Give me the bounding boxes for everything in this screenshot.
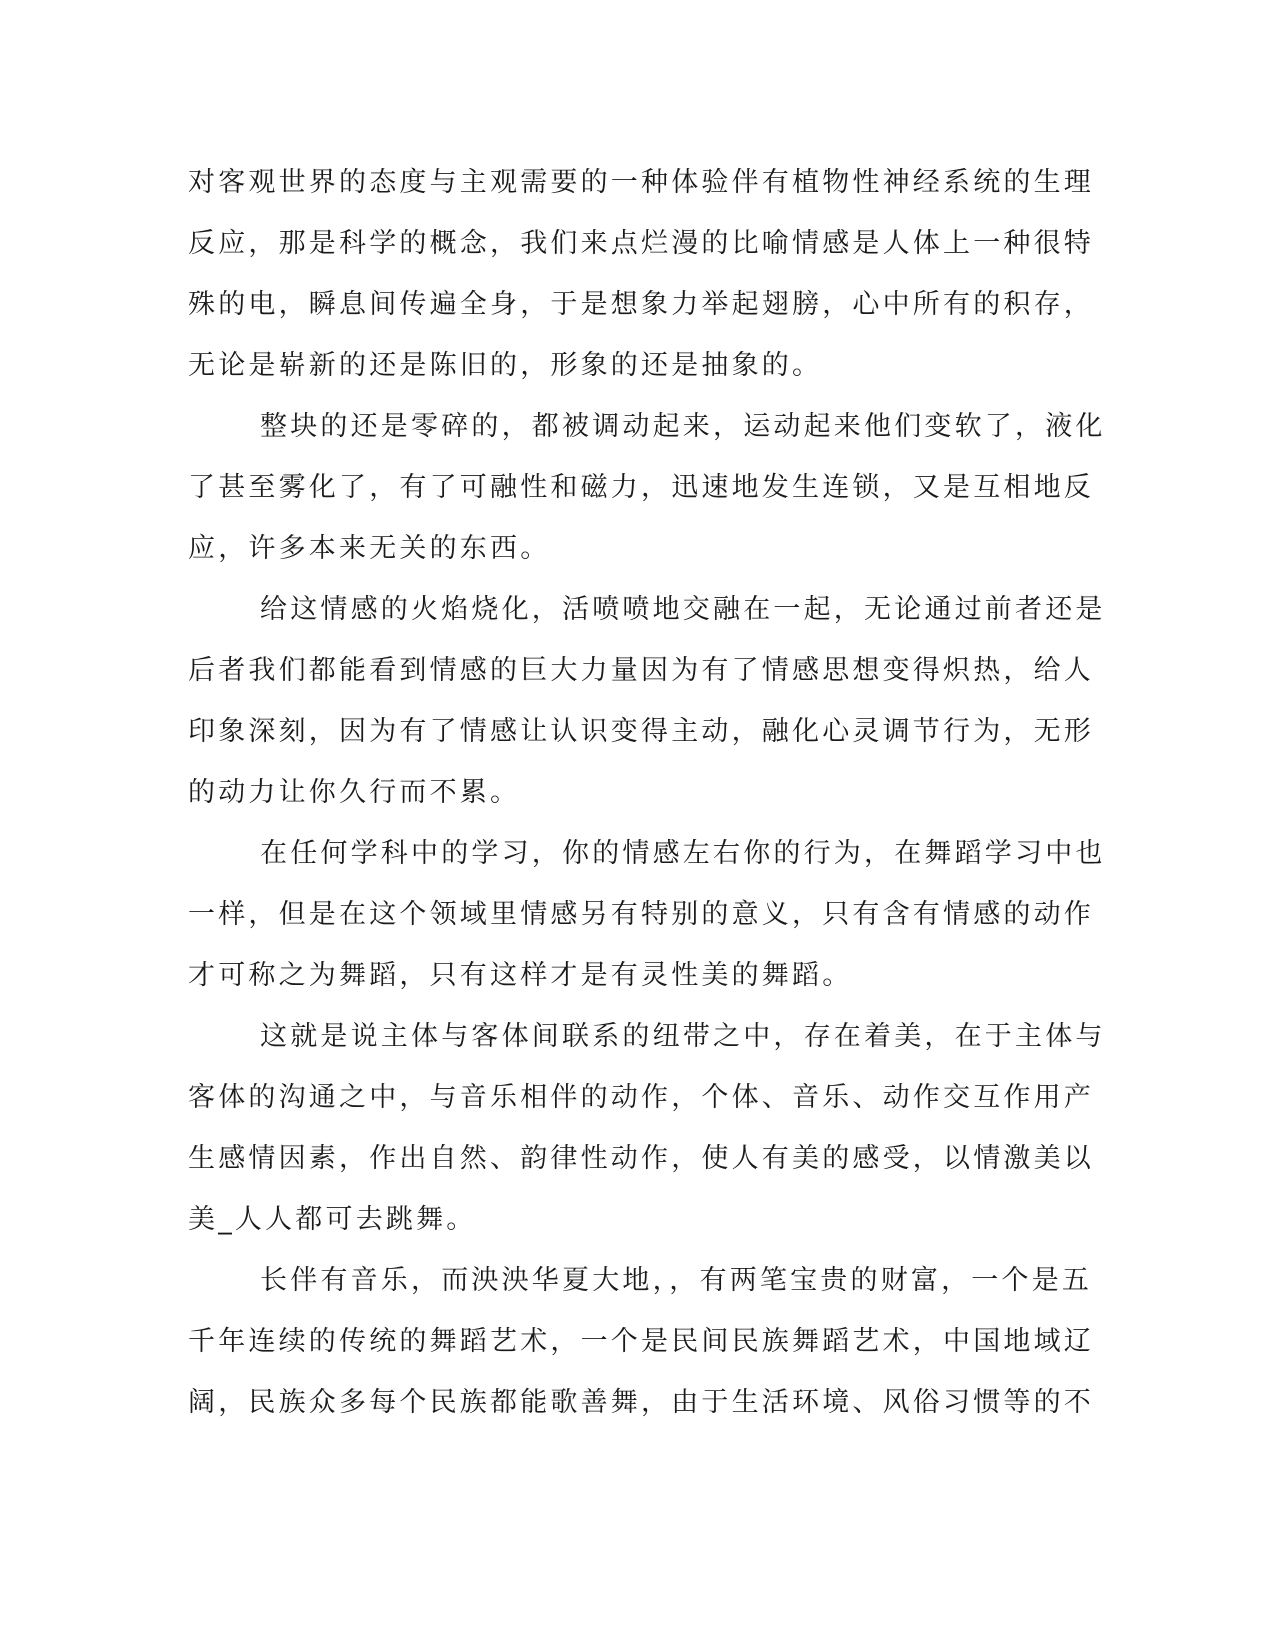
text-line: 一样，但是在这个领域里情感另有特别的意义，只有含有情感的动作 bbox=[188, 899, 1094, 930]
text-line: 整块的还是零碎的，都被调动起来，运动起来他们变软了，液化 bbox=[260, 411, 1106, 442]
paragraph-4 bbox=[188, 823, 1106, 1006]
text-line: 后者我们都能看到情感的巨大力量因为有了情感思想变得炽热，给人 bbox=[188, 655, 1094, 686]
text-line: 客体的沟通之中，与音乐相伴的动作，个体、音乐、动作交互作用产 bbox=[188, 1082, 1094, 1113]
text-line: 的动力让你久行而不累。 bbox=[188, 777, 521, 808]
text-line: 反应，那是科学的概念，我们来点烂漫的比喻情感是人体上一种很特 bbox=[188, 228, 1094, 259]
text-line: 对客观世界的态度与主观需要的一种体验伴有植物性神经系统的生理 bbox=[188, 167, 1094, 198]
text-line: 生感情因素，作出自然、韵律性动作，使人有美的感受，以情激美以 bbox=[188, 1143, 1094, 1174]
text-line: 殊的电，瞬息间传遍全身，于是想象力举起翅膀，心中所有的积存， bbox=[188, 289, 1094, 320]
text-line: 这就是说主体与客体间联系的纽带之中，存在着美，在于主体与 bbox=[260, 1021, 1106, 1052]
text-line: 在任何学科中的学习，你的情感左右你的行为，在舞蹈学习中也 bbox=[260, 838, 1106, 869]
paragraph-1 bbox=[188, 152, 1094, 396]
text-line: 千年连续的传统的舞蹈艺术，一个是民间民族舞蹈艺术，中国地域辽 bbox=[188, 1326, 1094, 1357]
text-line: 美_人人都可去跳舞。 bbox=[188, 1204, 477, 1235]
text-line: 长伴有音乐，而泱泱华夏大地，，有两笔宝贵的财富，一个是五 bbox=[260, 1265, 1093, 1296]
text-line: 应，许多本来无关的东西。 bbox=[188, 533, 551, 564]
text-line: 无论是崭新的还是陈旧的，形象的还是抽象的。 bbox=[188, 350, 823, 381]
paragraph-3 bbox=[188, 579, 1106, 823]
text-line: 才可称之为舞蹈，只有这样才是有灵性美的舞蹈。 bbox=[188, 960, 853, 991]
text-line: 阔，民族众多每个民族都能歌善舞，由于生活环境、风俗习惯等的不 bbox=[188, 1387, 1094, 1418]
paragraph-6 bbox=[188, 1250, 1094, 1433]
document-body bbox=[188, 152, 1106, 1433]
text-line: 给这情感的火焰烧化，活喷喷地交融在一起，无论通过前者还是 bbox=[260, 594, 1106, 625]
text-line: 了甚至雾化了，有了可融性和磁力，迅速地发生连锁，又是互相地反 bbox=[188, 472, 1094, 503]
paragraph-5 bbox=[188, 1006, 1106, 1250]
paragraph-2 bbox=[188, 396, 1106, 579]
text-line: 印象深刻，因为有了情感让认识变得主动，融化心灵调节行为，无形 bbox=[188, 716, 1094, 747]
